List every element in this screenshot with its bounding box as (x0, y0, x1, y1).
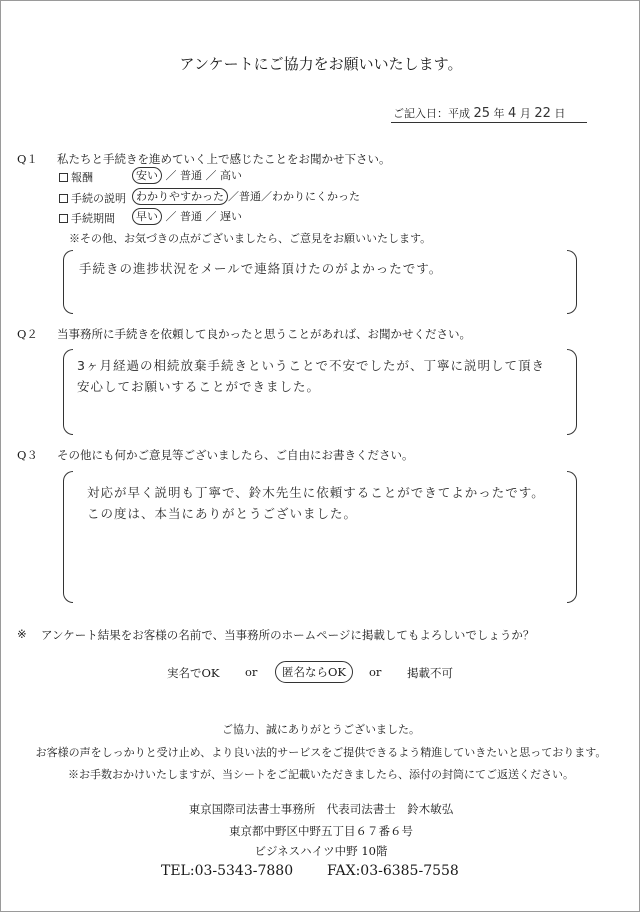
date-month: 4 (508, 106, 517, 121)
date-label: ご記入日：平成 (393, 107, 470, 120)
circled-answer: わかりやすかった (132, 188, 228, 205)
office-name: 東京国際司法書士事務所 代表司法書士 鈴木敏弘 (188, 802, 454, 816)
q1-answer-bracket-right (567, 250, 577, 314)
q3-question: その他にも何かご意見等ございましたら、ご自由にお書きください。 (57, 448, 414, 462)
q1-option-rest: ／ 普通 ／ 遅い (165, 210, 242, 223)
q1-row-label: 報酬 (71, 171, 93, 184)
q2-answer-line1: 3ヶ月経過の相続放棄手続きということで不安でしたが、丁寧に説明して頂き (77, 358, 545, 373)
q1-question: 私たちと手続きを進めていく上で感じたことをお聞かせ下さい。 (57, 152, 391, 166)
office-address: 東京都中野区中野五丁目６７番６号 (229, 824, 413, 838)
q2-answer-bracket-left (63, 349, 73, 435)
choice-real-name[interactable]: 実名でOK (167, 666, 220, 680)
date-row (393, 105, 565, 121)
circled-answer: 早い (132, 208, 162, 225)
q2-number: Q２ (17, 327, 38, 341)
circled-answer: 安い (132, 167, 162, 184)
checkbox[interactable] (59, 214, 68, 223)
or-separator: or (245, 665, 258, 679)
q3-answer-bracket-left (63, 471, 73, 603)
or-separator: or (369, 665, 382, 679)
choice-anonymous-circled[interactable]: 匿名ならOK (275, 661, 353, 683)
return-instruction: ※お手数おかけいたしますが、当シートをご記載いただきましたら、添付の封筒にてご返送ください。 (68, 768, 574, 781)
office-building: ビジネスハイツ中野 10階 (254, 844, 388, 858)
permission-mark: ※ (17, 627, 27, 641)
office-tel[interactable]: TEL:03-5343-7880 (161, 863, 294, 879)
q1-row-explanation (59, 190, 126, 206)
q1-row-fee (59, 169, 93, 185)
commitment-message: お客様の声をしっかりと受け止め、より良い法的サービスをご提供できるよう精進していきたいと思っております。 (35, 746, 607, 759)
date-month-unit: 月 (519, 107, 531, 120)
q2-answer-line2: 安心してお願いすることができました。 (77, 379, 321, 394)
permission-question: アンケート結果をお客様の名前で、当事務所のホームページに掲載してもよろしいでしょうか？ (41, 628, 535, 642)
checkbox[interactable] (59, 194, 68, 203)
q3-answer-line2: この度は、本当にありがとうございました。 (87, 506, 358, 521)
date-year: 25 (473, 106, 491, 121)
q1-option-rest: ／ 普通 ／ 高い (165, 169, 242, 182)
q1-option-rest: ／普通／わかりにくかった (228, 190, 360, 203)
q3-answer-bracket-right (567, 471, 577, 603)
q1-answer: 手続きの進捗状況をメールで連絡頂けたのがよかったです。 (79, 261, 443, 276)
page-title: アンケートにご協力をお願いいたします。 (179, 55, 463, 73)
q3-number: Q３ (17, 448, 38, 462)
q2-question: 当事務所に手続きを依頼して良かったと思うことがあれば、お聞かせください。 (57, 327, 471, 341)
q1-note: ※その他、お気づきの点がございましたら、ご意見をお願いいたします。 (69, 232, 432, 245)
date-day-unit: 日 (554, 107, 566, 120)
q3-answer-line1: 対応が早く説明も丁寧で、鈴木先生に依頼することができてよかったです。 (87, 485, 545, 500)
q1-answer-bracket-left (63, 250, 73, 314)
q1-row-period (59, 210, 115, 226)
q1-row-explanation-options (132, 188, 360, 205)
choice-no-publish[interactable]: 掲載不可 (407, 666, 453, 680)
date-year-unit: 年 (493, 107, 505, 120)
q1-row-period-options (132, 208, 242, 225)
q2-answer-bracket-right (567, 349, 577, 435)
date-day: 22 (534, 106, 551, 121)
q1-row-label: 手続期間 (71, 212, 115, 225)
thanks-message: ご協力、誠にありがとうございました。 (222, 723, 420, 736)
office-fax: FAX:03-6385-7558 (327, 863, 459, 879)
q1-row-fee-options (132, 167, 242, 184)
q1-row-label: 手続の説明 (71, 192, 126, 205)
q1-number: Q１ (17, 152, 38, 166)
date-underline (391, 122, 587, 123)
checkbox[interactable] (59, 173, 68, 182)
